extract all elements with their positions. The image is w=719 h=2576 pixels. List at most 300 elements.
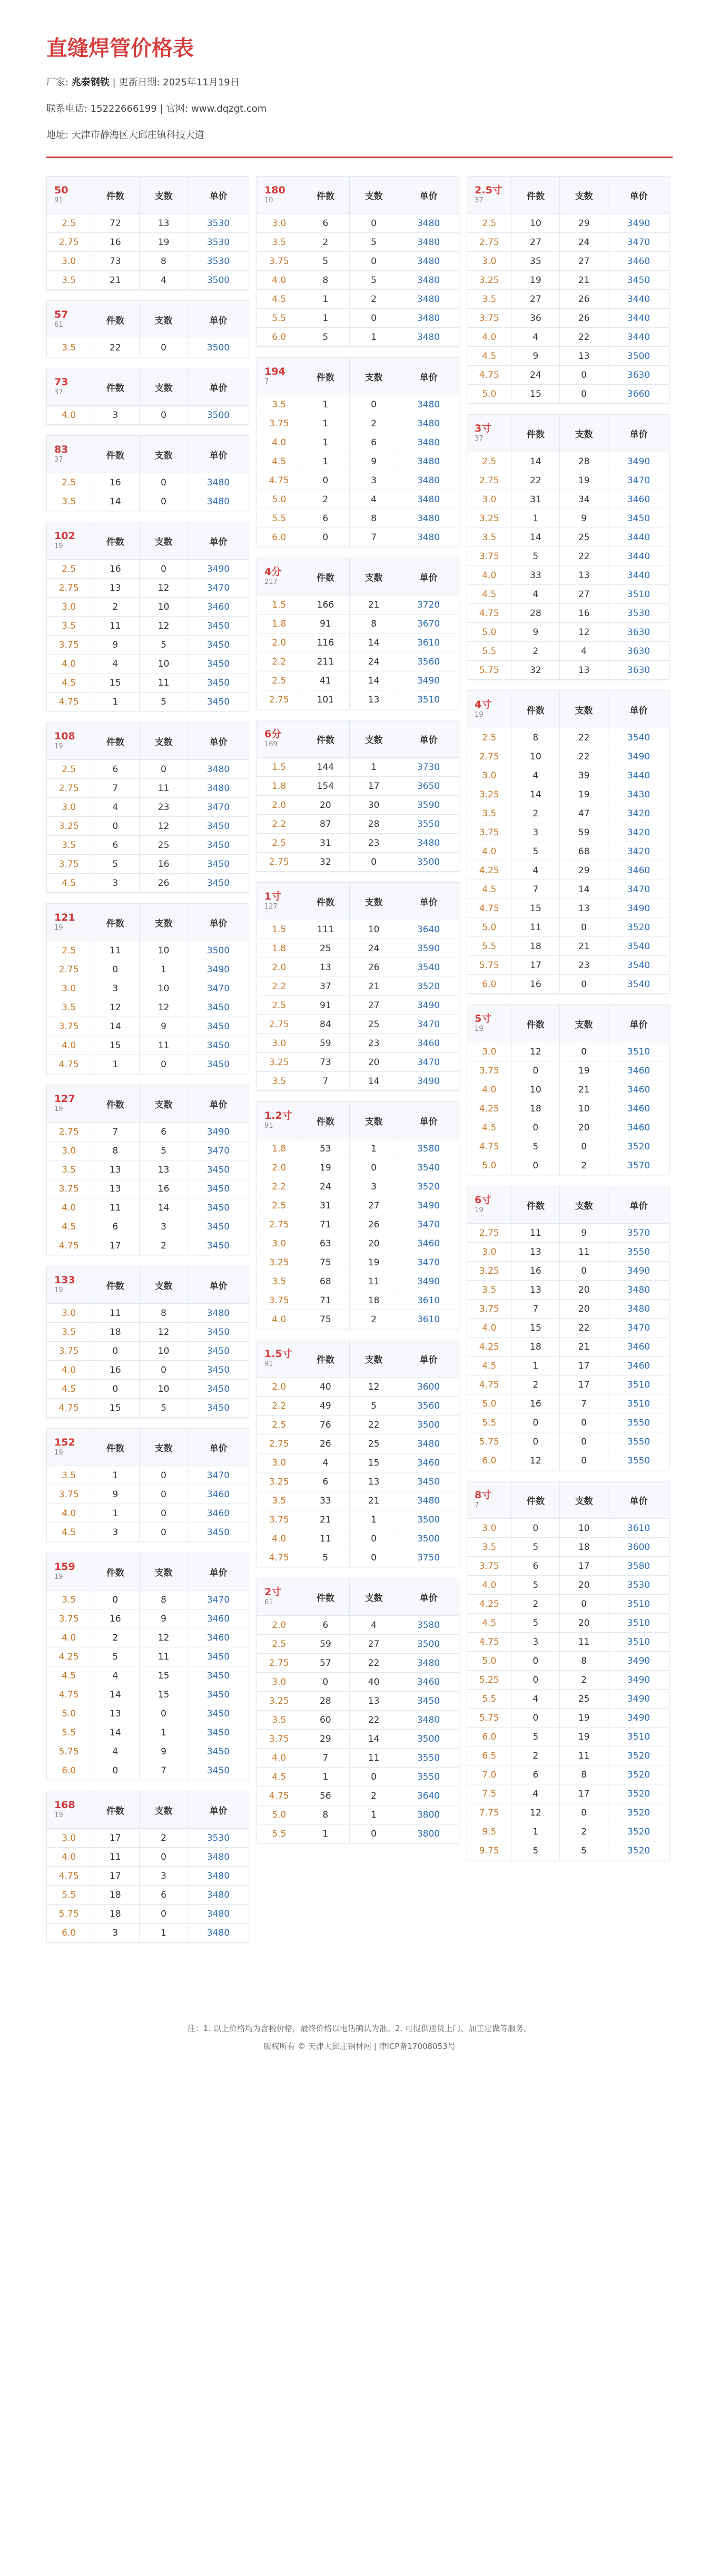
column-header-price: 单价 <box>608 1186 669 1224</box>
cell-thickness: 3.25 <box>257 1253 301 1272</box>
cell-bundle: 14 <box>350 671 398 690</box>
cell-thickness: 3.0 <box>467 1243 511 1262</box>
column-header-price: 单价 <box>188 177 249 214</box>
cell-price: 3440 <box>608 547 669 566</box>
cell-qty: 57 <box>301 1654 350 1673</box>
cell-price: 3540 <box>608 975 669 994</box>
spec-heading <box>47 904 91 941</box>
spec-name: 1.5寸 <box>264 1348 292 1360</box>
cell-thickness: 4.0 <box>257 1749 301 1768</box>
contact-line: 联系电话: 15222666199 | 官网: www.dqzgt.com <box>46 103 267 114</box>
cell-thickness: 3.0 <box>47 1141 91 1160</box>
column-header-bundle: 支数 <box>140 904 188 941</box>
cell-price: 3550 <box>398 815 459 834</box>
table-row <box>47 1323 249 1342</box>
cell-thickness: 3.0 <box>467 490 511 509</box>
cell-price: 3800 <box>398 1824 459 1843</box>
cell-thickness: 1.5 <box>257 920 301 939</box>
column-header-qty: 件数 <box>301 358 350 395</box>
cell-price: 3480 <box>398 271 459 290</box>
cell-qty: 75 <box>301 1253 350 1272</box>
cell-thickness: 3.0 <box>467 766 511 785</box>
cell-price: 3450 <box>188 1761 249 1780</box>
spec-heading <box>47 1429 91 1466</box>
cell-price: 3490 <box>398 1072 459 1091</box>
cell-bundle: 17 <box>560 1784 608 1803</box>
cell-bundle: 2 <box>350 290 398 309</box>
table-row <box>467 509 669 528</box>
spec-table <box>467 690 669 994</box>
table-row <box>467 452 669 471</box>
cell-thickness: 3.5 <box>467 528 511 547</box>
cell-bundle: 14 <box>140 1198 188 1217</box>
cell-price: 3450 <box>398 1692 459 1711</box>
cell-qty: 0 <box>511 1432 560 1451</box>
cell-bundle: 27 <box>350 1196 398 1215</box>
column-header-qty: 件数 <box>511 1005 560 1042</box>
spec-heading <box>47 301 91 338</box>
cell-price: 3640 <box>398 920 459 939</box>
cell-price: 3590 <box>398 796 459 815</box>
cell-thickness: 2.5 <box>47 760 91 779</box>
cell-price: 3480 <box>188 1924 249 1943</box>
spec-sub-value: 19 <box>54 1811 63 1819</box>
cell-thickness: 4.75 <box>257 1787 301 1806</box>
spec-name: 83 <box>54 444 68 455</box>
cell-bundle: 28 <box>560 452 608 471</box>
cell-qty: 1 <box>301 395 350 414</box>
cell-thickness: 9.75 <box>467 1841 511 1860</box>
cell-thickness: 3.75 <box>47 636 91 655</box>
cell-bundle: 0 <box>560 1595 608 1614</box>
cell-thickness: 3.25 <box>467 271 511 290</box>
cell-thickness: 3.75 <box>257 1730 301 1749</box>
cell-thickness: 2.0 <box>257 796 301 815</box>
table-row <box>467 785 669 804</box>
cell-thickness: 2.75 <box>467 747 511 766</box>
cell-thickness: 2.5 <box>257 996 301 1015</box>
table-row <box>257 1711 459 1730</box>
cell-price: 3450 <box>188 1160 249 1179</box>
cell-qty: 32 <box>511 661 560 680</box>
cell-thickness: 4.75 <box>467 1633 511 1652</box>
cell-thickness: 4.25 <box>467 1099 511 1118</box>
cell-thickness: 4.5 <box>467 1118 511 1137</box>
cell-price: 3470 <box>608 233 669 252</box>
cell-price: 3470 <box>188 1466 249 1485</box>
cell-thickness: 4.75 <box>257 1548 301 1567</box>
cell-qty: 28 <box>301 1692 350 1711</box>
cell-thickness: 2.75 <box>47 579 91 598</box>
table-row <box>257 977 459 996</box>
cell-qty: 17 <box>91 1829 140 1848</box>
cell-bundle: 12 <box>560 623 608 642</box>
spec-sub-value: 19 <box>54 924 63 932</box>
cell-bundle: 9 <box>560 1224 608 1243</box>
cell-thickness: 5.0 <box>467 1394 511 1413</box>
table-row <box>47 1017 249 1036</box>
cell-price: 3460 <box>608 1061 669 1080</box>
cell-thickness: 3.5 <box>47 1466 91 1485</box>
column-header-price: 单价 <box>608 1481 669 1519</box>
cell-thickness: 3.5 <box>47 338 91 357</box>
cell-bundle: 0 <box>350 214 398 233</box>
cell-bundle: 22 <box>350 1416 398 1435</box>
table-row <box>47 1523 249 1542</box>
cell-thickness: 4.5 <box>467 880 511 899</box>
cell-price: 3490 <box>608 1262 669 1281</box>
cell-qty: 5 <box>511 1137 560 1156</box>
column-header-bundle: 支数 <box>140 177 188 214</box>
table-row <box>257 1635 459 1654</box>
cell-bundle: 23 <box>560 956 608 975</box>
cell-thickness: 2.75 <box>467 1224 511 1243</box>
cell-thickness: 4.75 <box>467 604 511 623</box>
cell-bundle: 1 <box>350 758 398 777</box>
cell-qty: 6 <box>301 214 350 233</box>
cell-price: 3610 <box>608 1519 669 1538</box>
column-header-qty: 件数 <box>301 720 350 758</box>
cell-bundle: 18 <box>560 1538 608 1557</box>
cell-price: 3450 <box>188 674 249 692</box>
cell-qty: 0 <box>511 1709 560 1728</box>
cell-thickness: 3.5 <box>467 1538 511 1557</box>
spec-name: 6分 <box>264 728 282 740</box>
cell-bundle: 20 <box>560 1576 608 1595</box>
cell-price: 3630 <box>608 661 669 680</box>
cell-bundle: 13 <box>350 690 398 709</box>
spec-name: 50 <box>54 184 68 196</box>
cell-price: 3480 <box>398 490 459 509</box>
spec-table <box>257 720 459 872</box>
column-header-price: 单价 <box>188 1429 249 1466</box>
cell-price: 3590 <box>398 939 459 958</box>
table-row <box>467 1319 669 1338</box>
cell-price: 3480 <box>188 473 249 492</box>
cell-thickness: 4.5 <box>467 1614 511 1633</box>
cell-qty: 14 <box>91 1017 140 1036</box>
cell-thickness: 3.0 <box>467 1519 511 1538</box>
cell-price: 3490 <box>398 1196 459 1215</box>
cell-qty: 0 <box>511 1671 560 1690</box>
table-row <box>467 1451 669 1470</box>
cell-bundle: 0 <box>560 1432 608 1451</box>
cell-bundle: 2 <box>350 1310 398 1329</box>
table-row <box>257 796 459 815</box>
cell-bundle: 21 <box>350 1491 398 1510</box>
table-row <box>467 1262 669 1281</box>
cell-qty: 0 <box>301 1673 350 1692</box>
table-row <box>47 1647 249 1666</box>
cell-qty: 4 <box>301 1453 350 1472</box>
cell-bundle: 6 <box>140 1123 188 1141</box>
cell-price: 3530 <box>188 252 249 271</box>
table-row <box>467 1224 669 1243</box>
cell-thickness: 5.0 <box>467 385 511 404</box>
cell-thickness: 2.75 <box>47 233 91 252</box>
spec-sub-value: 127 <box>264 903 278 911</box>
cell-bundle: 0 <box>350 1158 398 1177</box>
cell-thickness: 3.75 <box>467 309 511 328</box>
table-row <box>257 1616 459 1635</box>
cell-thickness: 2.0 <box>257 958 301 977</box>
table-row <box>467 1300 669 1319</box>
table-row <box>47 779 249 798</box>
spec-table <box>46 1791 249 1943</box>
table-row <box>47 1628 249 1647</box>
table-row <box>257 528 459 547</box>
cell-price: 3480 <box>398 328 459 347</box>
cell-bundle: 16 <box>140 1179 188 1198</box>
cell-qty: 0 <box>511 1652 560 1671</box>
cell-bundle: 19 <box>350 1253 398 1272</box>
cell-thickness: 4.75 <box>47 1236 91 1255</box>
cell-qty: 5 <box>91 1647 140 1666</box>
spec-table <box>257 882 459 1091</box>
table-row <box>257 1548 459 1567</box>
table-row <box>47 855 249 874</box>
cell-qty: 2 <box>301 490 350 509</box>
cell-bundle: 27 <box>560 585 608 604</box>
cell-thickness: 2.5 <box>47 473 91 492</box>
cell-qty: 63 <box>301 1234 350 1253</box>
cell-qty: 28 <box>511 604 560 623</box>
cell-qty: 18 <box>511 1099 560 1118</box>
cell-price: 3600 <box>398 1378 459 1397</box>
cell-thickness: 6.0 <box>257 528 301 547</box>
cell-price: 3540 <box>398 1158 459 1177</box>
cell-bundle: 16 <box>560 604 608 623</box>
cell-qty: 9 <box>511 347 560 366</box>
cell-bundle: 22 <box>350 1711 398 1730</box>
column-header-bundle: 支数 <box>140 1266 188 1304</box>
cell-bundle: 21 <box>560 937 608 956</box>
cell-thickness: 5.0 <box>257 1806 301 1824</box>
spec-heading <box>47 1791 91 1829</box>
cell-bundle: 10 <box>140 1342 188 1361</box>
cell-thickness: 6.0 <box>47 1924 91 1943</box>
cell-qty: 37 <box>301 977 350 996</box>
cell-qty: 16 <box>511 1394 560 1413</box>
cell-thickness: 2.75 <box>257 1015 301 1034</box>
cell-qty: 40 <box>301 1378 350 1397</box>
column-header-qty: 件数 <box>91 904 140 941</box>
cell-thickness: 6.0 <box>47 1761 91 1780</box>
cell-thickness: 3.5 <box>467 1281 511 1300</box>
cell-qty: 13 <box>91 1160 140 1179</box>
cell-bundle: 0 <box>140 1055 188 1074</box>
cell-bundle: 0 <box>140 1848 188 1867</box>
table-row <box>257 996 459 1015</box>
table-row <box>467 975 669 994</box>
cell-qty: 18 <box>91 1886 140 1905</box>
table-row <box>47 817 249 836</box>
column-header-bundle: 支数 <box>350 720 398 758</box>
cell-price: 3480 <box>398 1435 459 1453</box>
cell-price: 3500 <box>398 853 459 872</box>
cell-qty: 33 <box>511 566 560 585</box>
cell-thickness: 3.5 <box>47 836 91 855</box>
cell-thickness: 3.75 <box>467 1557 511 1576</box>
column-header-bundle: 支数 <box>560 1481 608 1519</box>
cell-qty: 4 <box>91 1666 140 1685</box>
cell-thickness: 4.75 <box>467 1375 511 1394</box>
cell-thickness: 5.0 <box>467 1652 511 1671</box>
cell-bundle: 11 <box>560 1633 608 1652</box>
cell-thickness: 3.75 <box>47 1485 91 1504</box>
cell-price: 3460 <box>188 598 249 617</box>
cell-thickness: 2.5 <box>467 728 511 747</box>
cell-price: 3440 <box>608 290 669 309</box>
cell-bundle: 25 <box>350 1435 398 1453</box>
column-header-price: 单价 <box>608 1005 669 1042</box>
spec-sub-value: 10 <box>264 197 273 204</box>
table-row <box>47 1141 249 1160</box>
table-row <box>257 1291 459 1310</box>
spec-name: 4寸 <box>475 699 492 710</box>
cell-bundle: 0 <box>560 918 608 937</box>
cell-price: 3480 <box>188 492 249 511</box>
cell-price: 3530 <box>188 214 249 233</box>
cell-thickness: 3.75 <box>47 1017 91 1036</box>
cell-price: 3520 <box>608 1784 669 1803</box>
cell-price: 3490 <box>608 899 669 918</box>
cell-bundle: 8 <box>140 1304 188 1323</box>
cell-qty: 71 <box>301 1291 350 1310</box>
table-row <box>47 692 249 711</box>
cell-thickness: 1.8 <box>257 1139 301 1158</box>
cell-price: 3500 <box>398 1635 459 1654</box>
cell-bundle: 26 <box>560 309 608 328</box>
column-header-price: 单价 <box>188 1266 249 1304</box>
cell-price: 3530 <box>608 604 669 623</box>
table-row <box>47 798 249 817</box>
spec-heading <box>257 358 301 395</box>
cell-qty: 22 <box>91 338 140 357</box>
table-row <box>47 1867 249 1886</box>
cell-bundle: 3 <box>140 1867 188 1886</box>
footer-copyright: 版权所有 © 天津大邱庄钢材网 | 津ICP备17008053号 <box>263 2042 456 2051</box>
cell-price: 3540 <box>398 958 459 977</box>
cell-bundle: 2 <box>140 1829 188 1848</box>
cell-thickness: 2.75 <box>47 1123 91 1141</box>
cell-thickness: 5.75 <box>467 1709 511 1728</box>
cell-bundle: 13 <box>560 566 608 585</box>
table-row <box>47 1924 249 1943</box>
cell-bundle: 0 <box>140 1523 188 1542</box>
table-row <box>257 1215 459 1234</box>
cell-qty: 5 <box>511 1576 560 1595</box>
column-header-price: 单价 <box>398 1578 459 1616</box>
table-row <box>467 490 669 509</box>
cell-price: 3470 <box>608 471 669 490</box>
table-row <box>257 1692 459 1711</box>
cell-qty: 4 <box>511 328 560 347</box>
column-header-bundle: 支数 <box>560 1186 608 1224</box>
cell-price: 3490 <box>608 747 669 766</box>
spec-table <box>46 1553 249 1780</box>
cell-thickness: 4.75 <box>47 1399 91 1418</box>
spec-heading <box>257 1578 301 1616</box>
cell-price: 3470 <box>188 798 249 817</box>
cell-price: 3430 <box>608 785 669 804</box>
cell-thickness: 4.0 <box>47 1198 91 1217</box>
cell-qty: 7 <box>511 880 560 899</box>
cell-thickness: 3.5 <box>47 1591 91 1609</box>
table-row <box>257 1139 459 1158</box>
table-row <box>47 233 249 252</box>
cell-qty: 14 <box>91 1723 140 1742</box>
column-header-qty: 件数 <box>301 177 350 214</box>
cell-qty: 15 <box>91 1036 140 1055</box>
table-row <box>257 920 459 939</box>
table-row <box>467 1614 669 1633</box>
cell-price: 3520 <box>608 1137 669 1156</box>
table-row <box>47 960 249 979</box>
cell-price: 3580 <box>608 1557 669 1576</box>
cell-price: 3480 <box>398 309 459 328</box>
cell-bundle: 27 <box>350 996 398 1015</box>
table-row <box>47 1466 249 1485</box>
spec-name: 6寸 <box>475 1194 492 1206</box>
cell-price: 3480 <box>398 1711 459 1730</box>
cell-qty: 16 <box>91 1361 140 1380</box>
cell-qty: 91 <box>301 614 350 633</box>
column-header-price: 单价 <box>188 368 249 406</box>
cell-qty: 1 <box>301 309 350 328</box>
cell-price: 3450 <box>608 271 669 290</box>
cell-price: 3460 <box>188 1485 249 1504</box>
column-header-price: 单价 <box>398 177 459 214</box>
cell-bundle: 0 <box>350 1768 398 1787</box>
column-header-price: 单价 <box>188 1085 249 1123</box>
cell-thickness: 6.0 <box>467 1451 511 1470</box>
cell-price: 3520 <box>398 977 459 996</box>
cell-bundle: 23 <box>350 1034 398 1053</box>
cell-qty: 14 <box>91 1685 140 1704</box>
cell-bundle: 10 <box>560 1519 608 1538</box>
cell-price: 3450 <box>188 617 249 636</box>
cell-price: 3460 <box>608 1099 669 1118</box>
column-header-price: 单价 <box>398 558 459 596</box>
cell-price: 3480 <box>398 834 459 853</box>
table-row <box>467 1652 669 1671</box>
cell-qty: 31 <box>301 834 350 853</box>
cell-price: 3500 <box>188 406 249 425</box>
cell-thickness: 4.5 <box>47 1380 91 1399</box>
cell-bundle: 4 <box>560 642 608 661</box>
cell-bundle: 5 <box>350 233 398 252</box>
table-row <box>257 290 459 309</box>
cell-qty: 17 <box>91 1867 140 1886</box>
spec-name: 2.5寸 <box>475 184 503 196</box>
table-row <box>47 1304 249 1323</box>
cell-thickness: 4.5 <box>47 674 91 692</box>
spec-table <box>46 1428 249 1542</box>
cell-thickness: 3.0 <box>47 798 91 817</box>
cell-qty: 15 <box>511 1319 560 1338</box>
cell-thickness: 3.5 <box>257 1711 301 1730</box>
table-row <box>467 1709 669 1728</box>
column-header-price: 单价 <box>398 883 459 920</box>
spec-heading <box>47 1553 91 1591</box>
column-header-bundle: 支数 <box>560 691 608 728</box>
table-row <box>467 1099 669 1118</box>
cell-qty: 18 <box>91 1905 140 1924</box>
cell-thickness: 4.0 <box>467 1319 511 1338</box>
cell-thickness: 3.0 <box>47 252 91 271</box>
table-row <box>47 1666 249 1685</box>
